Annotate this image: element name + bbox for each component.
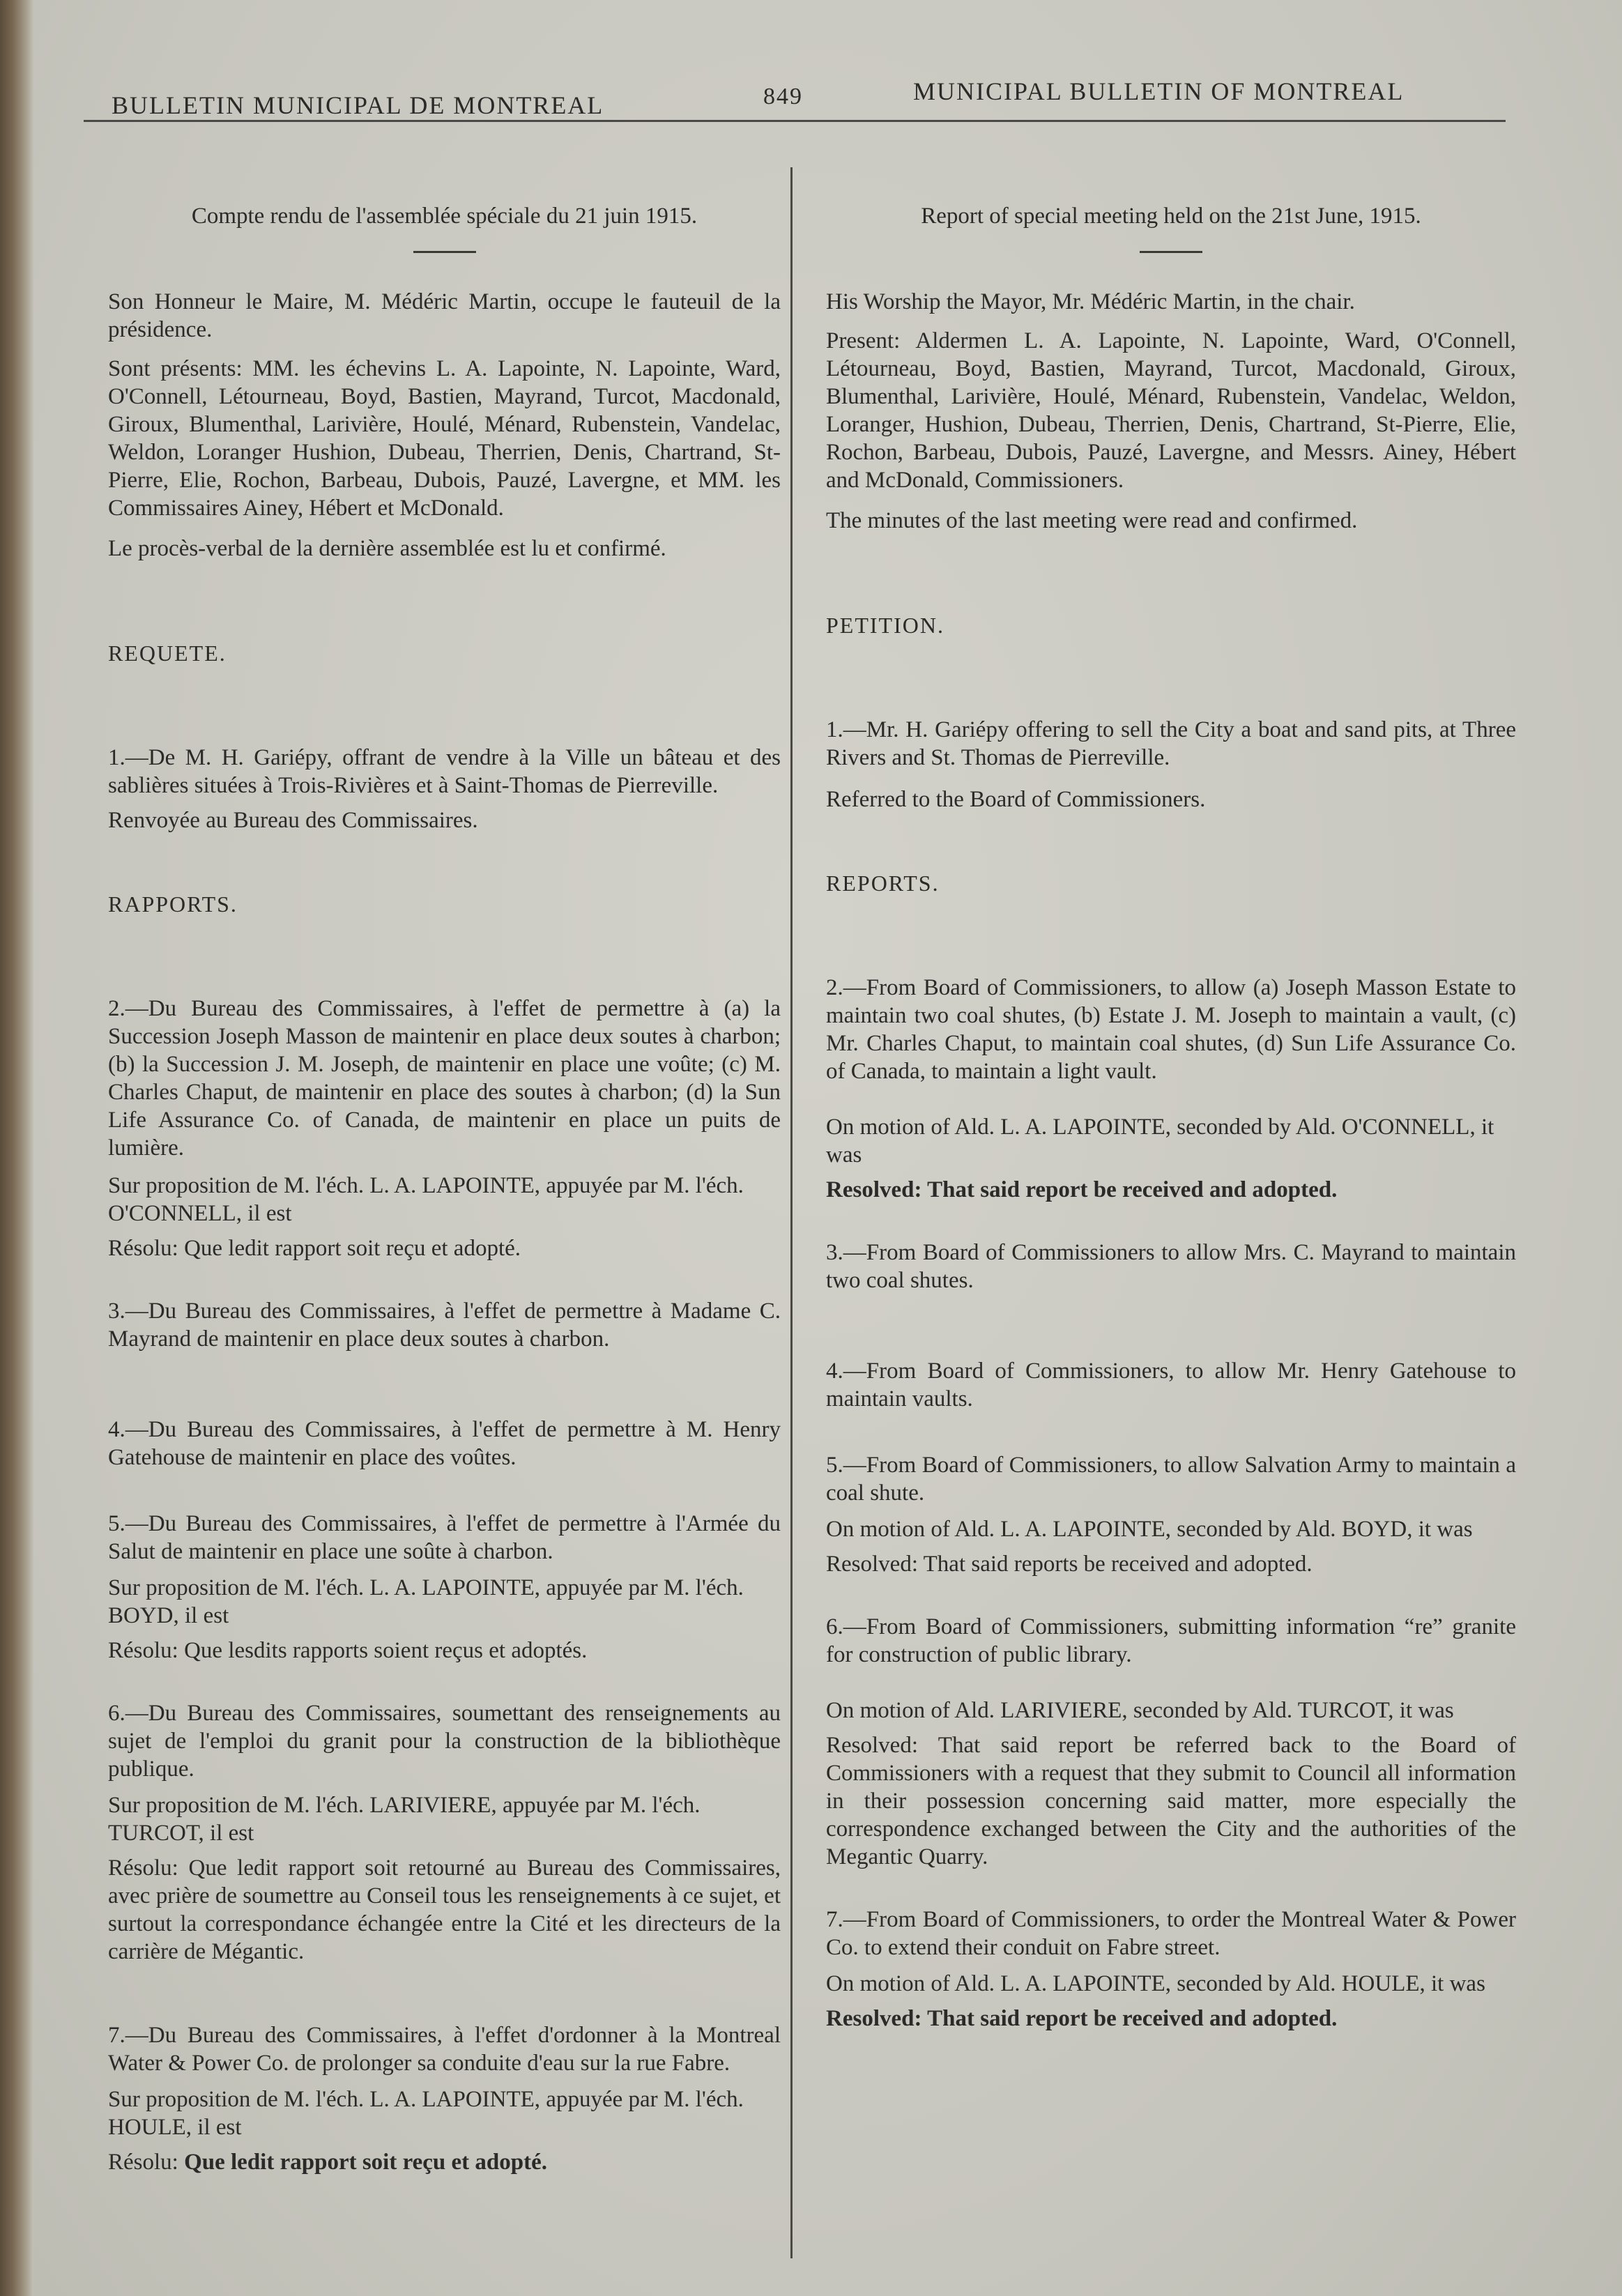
header-left-title: BULLETIN MUNICIPAL DE MONTREAL	[112, 91, 604, 119]
en-separator	[1140, 251, 1202, 253]
en-minutes: The minutes of the last meeting were read and confirmed.	[826, 508, 1358, 533]
en-item-2-resolution: Resolved: That said report be received and adopted.	[826, 1177, 1338, 1202]
fr-present: Sont présents: MM. les échevins L. A. Lapointe, N. Lapointe, Ward, O'Connell, Létourneau, Boyd, Bastien, Mayrand, Turcot, Macdonald, Giroux, Blumenthal, Larivière, Houlé, Ménard, Rubenstein, Vandelac, Weldon, Loranger Hushion, Dubeau, Therrien, Denis, Chartrand, St-Pierre, Elie, Rochon, Barbeau, Dubois, Pauzé, Lavergne, et MM. les Commissaires Ainey, Hébert et McDonald.	[108, 356, 781, 521]
english-column	[826, 202, 1516, 2033]
fr-item-2-resolved-text: Que ledit rapport soit reçu et adopté.	[184, 1236, 521, 1261]
fr-item-5-resolution	[108, 1637, 781, 1664]
en-item-6: 6.—From Board of Commissioners, submitting information “re” granite for construction of public library.	[826, 1614, 1516, 1667]
fr-item-7-resolved-label: Résolu:	[108, 2150, 178, 2175]
fr-requete-title: REQUETE.	[108, 641, 227, 666]
en-item-2-motion: On motion of Ald. L. A. LAPOINTE, seconded by Ald. O'CONNELL, it was	[826, 1115, 1494, 1168]
en-present: Present: Aldermen L. A. Lapointe, N. Lapointe, Ward, O'Connell, Létourneau, Boyd, Bastien, Mayrand, Turcot, Macdonald, Giroux, Blumenthal, Larivière, Houlé, Ménard, Rubenstein, Vandelac, Weldon, Loranger, Hushion, Dubeau, Therrien, Denis, Chartrand, St-Pierre, Elie, Rochon, Barbeau, Dubois, Pauzé, Lavergne, and Messrs. Ainey, Hébert and McDonald, Commissioners.	[826, 328, 1516, 493]
en-reports-title: REPORTS.	[826, 871, 940, 896]
en-item-7-motion: On motion of Ald. L. A. LAPOINTE, seconded by Ald. HOULE, it was	[826, 1971, 1485, 1996]
en-item-1: 1.—Mr. H. Gariépy offering to sell the City a boat and sand pits, at Three Rivers and St. Thomas de Pierreville.	[826, 717, 1516, 770]
header-right-title: MUNICIPAL BULLETIN OF MONTREAL	[913, 77, 1405, 105]
en-petition-title: PETITION.	[826, 613, 944, 638]
fr-item-6-resolved-label: Résolu:	[108, 1855, 178, 1881]
fr-item-6-resolution	[108, 1854, 781, 1966]
fr-minutes: Le procès-verbal de la dernière assemblée est lu et confirmé.	[108, 536, 666, 561]
fr-intro: Compte rendu de l'assemblée spéciale du 21 juin 1915.	[191, 204, 698, 229]
fr-item-3: 3.—Du Bureau des Commissaires, à l'effet de permettre à Madame C. Mayrand de maintenir en place deux soutes à charbon.	[108, 1299, 781, 1352]
fr-item-4: 4.—Du Bureau des Commissaires, à l'effet de permettre à M. Henry Gatehouse de maintenir en place des voûtes.	[108, 1417, 781, 1470]
fr-item-5: 5.—Du Bureau des Commissaires, à l'effet de permettre à l'Armée du Salut de maintenir en place une soûte à charbon.	[108, 1511, 781, 1564]
fr-item-2: 2.—Du Bureau des Commissaires, à l'effet de permettre à (a) la Succession Joseph Masson de maintenir en place deux soutes à charbon; (b) la Succession J. M. Joseph, de maintenir en place une voûte; (c) M. Charles Chaput, de maintenir en place des soutes à charbon; (d) la Sun Life Assurance Co. of Canada, de maintenir en place un puits de lumière.	[108, 996, 781, 1161]
fr-item-1-referral: Renvoyée au Bureau des Commissaires.	[108, 808, 478, 833]
fr-rapports-title: RAPPORTS.	[108, 891, 238, 917]
en-item-1-referral: Referred to the Board of Commissioners.	[826, 787, 1206, 812]
column-divider	[790, 167, 793, 2258]
en-chair: His Worship the Mayor, Mr. Médéric Martin, in the chair.	[826, 289, 1355, 314]
fr-item-2-resolved-label: Résolu:	[108, 1236, 178, 1261]
fr-item-7-motion: Sur proposition de M. l'éch. L. A. LAPOINTE, appuyée par M. l'éch. HOULE, il est	[108, 2087, 744, 2140]
en-item-5: 5.—From Board of Commissioners, to allow Salvation Army to maintain a coal shute.	[826, 1453, 1516, 1506]
en-item-6-motion: On motion of Ald. LARIVIERE, seconded by Ald. TURCOT, it was	[826, 1698, 1454, 1723]
fr-item-2-motion: Sur proposition de M. l'éch. L. A. LAPOINTE, appuyée par M. l'éch. O'CONNELL, il est	[108, 1173, 744, 1226]
book-binding	[0, 0, 33, 2296]
fr-item-5-resolved-label: Résolu:	[108, 1638, 178, 1663]
en-item-3: 3.—From Board of Commissioners to allow Mrs. C. Mayrand to maintain two coal shutes.	[826, 1240, 1516, 1293]
fr-item-1: 1.—De M. H. Gariépy, offrant de vendre à la Ville un bâteau et des sablières situées à Trois-Rivières et à Saint-Thomas de Pierreville.	[108, 745, 781, 798]
en-item-4: 4.—From Board of Commissioners, to allow Mr. Henry Gatehouse to maintain vaults.	[826, 1359, 1516, 1411]
french-column	[108, 202, 781, 2176]
en-item-5-motion: On motion of Ald. L. A. LAPOINTE, seconded by Ald. BOYD, it was	[826, 1517, 1473, 1542]
fr-item-6-motion: Sur proposition de M. l'éch. LARIVIERE, appuyée par M. l'éch. TURCOT, il est	[108, 1793, 701, 1846]
en-item-7-resolution: Resolved: That said report be received and adopted.	[826, 2006, 1338, 2031]
fr-chair: Son Honneur le Maire, M. Médéric Martin, occupe le fauteuil de la présidence.	[108, 289, 781, 342]
en-item-7: 7.—From Board of Commissioners, to order the Montreal Water & Power Co. to extend their conduit on Fabre street.	[826, 1907, 1516, 1960]
fr-item-2-resolution	[108, 1234, 781, 1262]
en-item-6-resolution: Resolved: That said report be referred back to the Board of Commissioners with a request that they submit to Council all information in their possession concerning said matter, more especially the correspondence exchanged between the City and the authorities of the Megantic Quarry.	[826, 1733, 1516, 1869]
en-item-2: 2.—From Board of Commissioners, to allow (a) Joseph Masson Estate to maintain two coal shutes, (b) Estate J. M. Joseph to maintain a vault, (c) Mr. Charles Chaput, to maintain coal shutes, (d) Sun Life Assurance Co. of Canada, to maintain a light vault.	[826, 975, 1516, 1084]
en-item-5-resolution: Resolved: That said reports be received and adopted.	[826, 1552, 1313, 1577]
header-rule	[84, 120, 1506, 122]
en-intro: Report of special meeting held on the 21st June, 1915.	[921, 204, 1421, 229]
page-header	[112, 77, 1506, 132]
fr-item-6: 6.—Du Bureau des Commissaires, soumettant des renseignements au sujet de l'emploi du granit pour la construction de la bibliothèque publique.	[108, 1701, 781, 1782]
fr-separator	[413, 251, 476, 253]
fr-item-7-resolution	[108, 2148, 781, 2176]
fr-item-6-resolved-text: Que ledit rapport soit retourné au Bureau des Commissaires, avec prière de soumettre au Conseil tous les renseignements à ce sujet, et surtout la correspondance échangée entre la Cité et les directeurs de la carrière de Mégantic.	[108, 1855, 781, 1964]
fr-item-5-motion: Sur proposition de M. l'éch. L. A. LAPOINTE, appuyée par M. l'éch. BOYD, il est	[108, 1575, 744, 1628]
fr-item-7-resolved-text: Que ledit rapport soit reçu et adopté.	[184, 2150, 548, 2175]
page-number: 849	[763, 84, 803, 109]
fr-item-5-resolved-text: Que lesdits rapports soient reçus et adoptés.	[184, 1638, 588, 1663]
fr-item-7: 7.—Du Bureau des Commissaires, à l'effet d'ordonner à la Montreal Water & Power Co. de prolonger sa conduite d'eau sur la rue Fabre.	[108, 2023, 781, 2076]
